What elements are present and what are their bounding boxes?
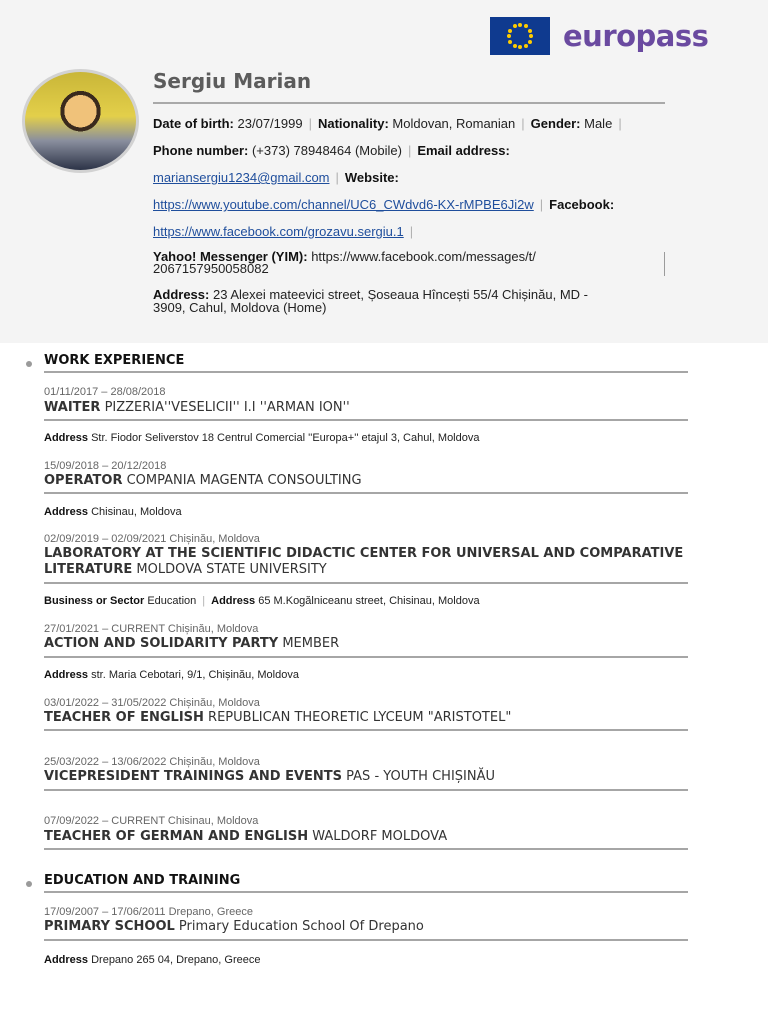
entry-date: 27/01/2021 – CURRENT Chișinău, Moldova — [44, 623, 259, 635]
separator: | — [335, 170, 339, 185]
address-value: str. Maria Cebotari, 9/1, Chișinău, Moldova — [91, 669, 299, 681]
eu-star — [524, 24, 528, 28]
separator: | — [308, 116, 312, 131]
eu-star — [507, 34, 511, 38]
eu-star — [513, 24, 517, 28]
entry-divider — [44, 729, 688, 731]
entry-org: REPUBLICAN THEORETIC LYCEUM "ARISTOTEL" — [208, 710, 512, 725]
entry-title — [44, 473, 362, 489]
entry-role: WAITER — [44, 400, 101, 415]
separator: | — [407, 143, 412, 158]
entry-address — [44, 506, 182, 518]
section-title-work: WORK EXPERIENCE — [44, 353, 185, 368]
entry-title — [44, 710, 511, 726]
website-label: Website: — [344, 170, 399, 185]
entry-role: TEACHER OF ENGLISH — [44, 710, 204, 725]
eu-star — [508, 40, 512, 44]
entry-date: 01/11/2017 – 28/08/2018 — [44, 386, 166, 398]
europass-logo — [490, 17, 708, 55]
nationality-label: Nationality: — [317, 116, 389, 131]
entry-org: MOLDOVA STATE UNIVERSITY — [136, 562, 327, 577]
entry-date: 02/09/2019 – 02/09/2021 Chișinău, Moldova — [44, 533, 260, 545]
entry-title — [44, 636, 339, 652]
separator: | — [539, 197, 544, 212]
entry-role: OPERATOR — [44, 473, 123, 488]
eu-star — [518, 23, 522, 27]
section-bullet — [26, 881, 32, 887]
yim-info — [153, 251, 536, 275]
entry-title — [44, 400, 350, 416]
phone-label: Phone number: — [153, 143, 249, 158]
facebook-label: Facebook: — [549, 197, 615, 212]
email-link[interactable]: mariansergiu1234@gmail.com — [153, 170, 330, 185]
entry-address — [44, 669, 299, 681]
email-label: Email address: — [417, 143, 510, 158]
nationality-value: Moldovan, Romanian — [392, 116, 516, 131]
entry-details — [44, 595, 480, 607]
personal-info-row-3 — [153, 170, 399, 186]
eu-flag-icon — [490, 17, 550, 55]
dob-value: 23/07/1999 — [237, 116, 303, 131]
address-value: 65 M.Kogălniceanu street, Chisinau, Moldova — [258, 595, 480, 607]
entry-role: VICEPRESIDENT TRAININGS AND EVENTS — [44, 769, 343, 784]
entry-org: WALDORF MOLDOVA — [312, 829, 448, 844]
entry-divider — [44, 419, 688, 421]
eu-star — [528, 40, 532, 44]
entry-org: Primary Education School Of Drepano — [178, 919, 424, 934]
logo-text: europass — [563, 19, 709, 53]
entry-divider — [44, 939, 688, 941]
yim-label: Yahoo! Messenger (YIM): — [153, 249, 308, 264]
yim-value-line2: 2067157950058082 — [153, 261, 269, 276]
eu-star — [529, 34, 533, 38]
section-divider — [44, 891, 688, 893]
entry-title — [44, 829, 447, 845]
address-value: Drepano 265 04, Drepano, Greece — [91, 954, 261, 966]
entry-address — [44, 954, 260, 966]
entry-role-line1: LABORATORY AT THE SCIENTIFIC DIDACTIC CENTER FOR UNIVERSAL AND COMPARATIVE — [44, 546, 684, 561]
entry-title — [44, 769, 495, 785]
gender-label: Gender: — [530, 116, 581, 131]
entry-divider — [44, 848, 688, 850]
section-bullet — [26, 361, 32, 367]
eu-star — [528, 29, 532, 33]
section-divider — [44, 371, 688, 373]
sector-label: Business or Sector — [44, 595, 145, 607]
entry-address — [44, 432, 479, 444]
address-value: Str. Fiodor Seliverstov 18 Centrul Comercial ''Europa+'' etajul 3, Cahul, Moldova — [91, 432, 480, 444]
website-link[interactable]: https://www.youtube.com/channel/UC6_CWdvd6-KX-rMPBE6Ji2w — [153, 197, 534, 212]
separator: | — [521, 116, 525, 131]
entry-role: TEACHER OF GERMAN AND ENGLISH — [44, 829, 309, 844]
entry-org: PIZZERIA''VESELICII'' I.I ''ARMAN ION'' — [104, 400, 350, 415]
eu-star — [518, 45, 522, 49]
eu-star — [524, 44, 528, 48]
entry-divider — [44, 582, 688, 584]
entry-date: 07/09/2022 – CURRENT Chisinau, Moldova — [44, 815, 259, 827]
name-divider — [153, 102, 665, 104]
eu-star — [513, 44, 517, 48]
entry-date: 17/09/2007 – 17/06/2011 Drepano, Greece — [44, 906, 253, 918]
entry-divider — [44, 492, 688, 494]
address-label: Address — [44, 432, 89, 444]
section-title-education: EDUCATION AND TRAINING — [44, 873, 241, 888]
entry-title — [44, 546, 683, 578]
phone-value: (+373) 78948464 (Mobile) — [251, 143, 402, 158]
gender-value: Male — [584, 116, 613, 131]
person-name: Sergiu Marian — [153, 69, 312, 93]
entry-org: COMPANIA MAGENTA CONSOULTING — [126, 473, 362, 488]
address-label: Address — [44, 954, 89, 966]
address-label: Address — [211, 595, 256, 607]
entry-title — [44, 919, 424, 935]
entry-date: 25/03/2022 – 13/06/2022 Chișinău, Moldova — [44, 756, 260, 768]
separator: | — [409, 224, 414, 239]
personal-info-row-5 — [153, 224, 419, 240]
personal-info-row-4 — [153, 197, 614, 213]
entry-date: 03/01/2022 – 31/05/2022 Chișinău, Moldova — [44, 697, 260, 709]
sector-value: Education — [147, 595, 197, 607]
entry-role: PRIMARY SCHOOL — [44, 919, 175, 934]
address-label: Address — [44, 506, 89, 518]
personal-info-row-1 — [153, 116, 628, 132]
separator-bar — [664, 252, 665, 276]
address-line2: 3909, Cahul, Moldova (Home) — [153, 300, 327, 315]
address-value: Chisinau, Moldova — [91, 506, 182, 518]
separator: | — [618, 116, 622, 131]
eu-star — [508, 29, 512, 33]
entry-org: MEMBER — [282, 636, 340, 651]
address-label: Address: — [153, 287, 210, 302]
avatar — [22, 69, 139, 173]
entry-divider — [44, 656, 688, 658]
yim-value-line1: https://www.facebook.com/messages/t/ — [311, 249, 536, 264]
entry-date: 15/09/2018 – 20/12/2018 — [44, 460, 167, 472]
personal-info-row-2 — [153, 143, 510, 159]
separator: | — [202, 595, 206, 607]
dob-label: Date of birth: — [153, 116, 234, 131]
address-info — [153, 288, 588, 314]
entry-role: ACTION AND SOLIDARITY PARTY — [44, 636, 279, 651]
address-label: Address — [44, 669, 89, 681]
entry-divider — [44, 789, 688, 791]
address-line1: 23 Alexei mateevici street, Șoseaua Hîncești 55/4 Chișinău, MD - — [212, 287, 588, 302]
entry-role-line2: LITERATURE — [44, 562, 133, 577]
facebook-link[interactable]: https://www.facebook.com/grozavu.sergiu.1 — [153, 224, 404, 239]
entry-org: PAS - YOUTH CHIȘINĂU — [346, 769, 495, 784]
